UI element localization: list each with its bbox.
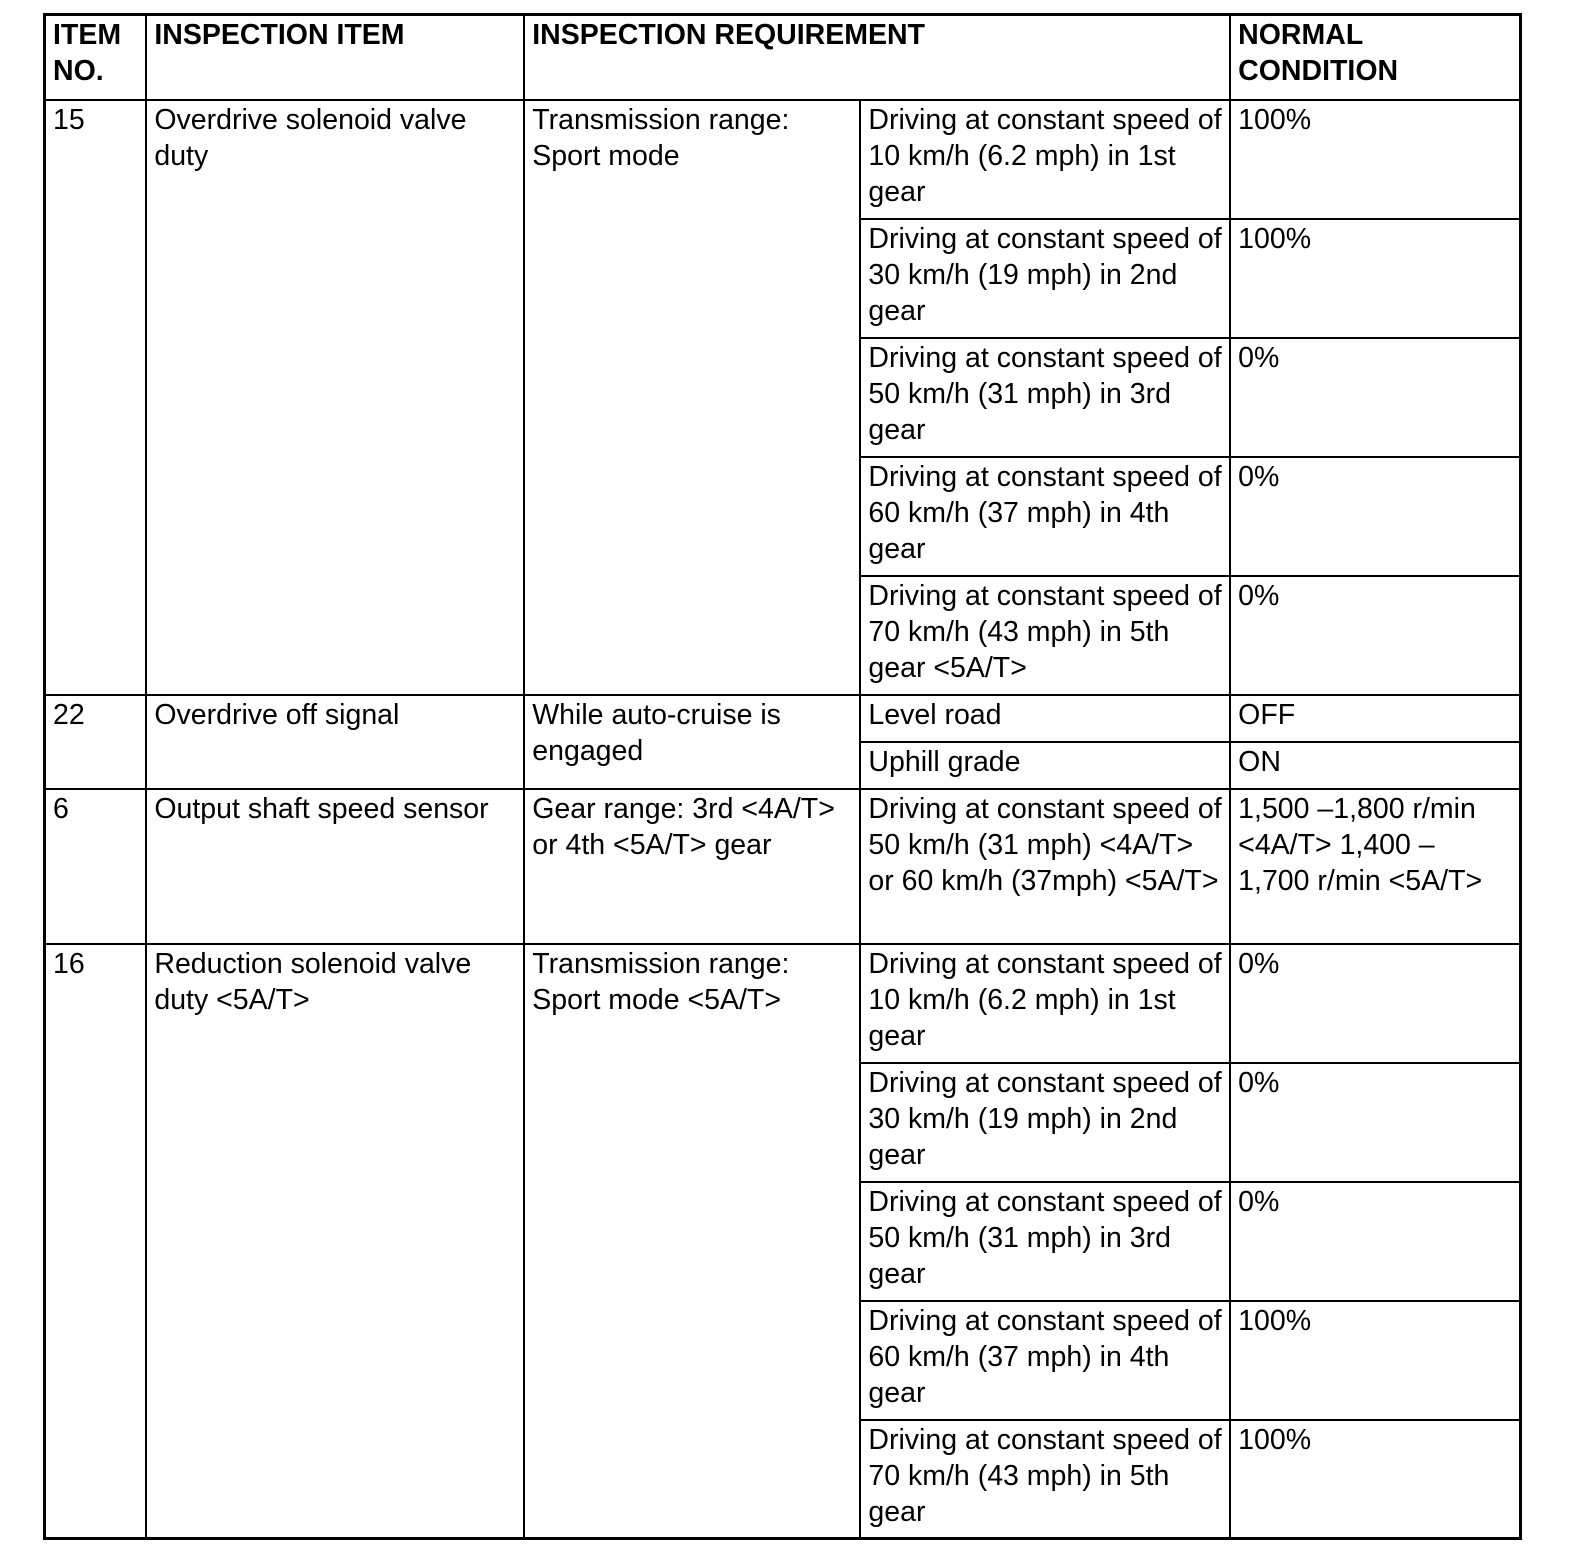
- header-normal-condition: NORMAL CONDITION: [1230, 15, 1520, 100]
- normal-condition-cell: 0%: [1230, 576, 1520, 695]
- item-no-cell: 15: [45, 100, 147, 695]
- normal-condition-cell: 100%: [1230, 1420, 1520, 1539]
- normal-condition-cell: 100%: [1230, 219, 1520, 338]
- normal-condition-cell: 100%: [1230, 1301, 1520, 1420]
- normal-condition-cell: 100%: [1230, 100, 1520, 219]
- condition-cell: Driving at constant speed of 10 km/h (6.2 mph) in 1st gear: [860, 944, 1230, 1063]
- condition-cell: Driving at constant speed of 70 km/h (43 mph) in 5th gear: [860, 1420, 1230, 1539]
- inspection-item-cell: Reduction solenoid valve duty <5A/T>: [146, 944, 524, 1539]
- condition-cell: Driving at constant speed of 10 km/h (6.2 mph) in 1st gear: [860, 100, 1230, 219]
- normal-condition-cell: 0%: [1230, 457, 1520, 576]
- condition-cell: Driving at constant speed of 30 km/h (19 mph) in 2nd gear: [860, 219, 1230, 338]
- condition-cell: Driving at constant speed of 50 km/h (31 mph) in 3rd gear: [860, 1182, 1230, 1301]
- item-no-cell: 22: [45, 695, 147, 789]
- condition-cell: Driving at constant speed of 60 km/h (37 mph) in 4th gear: [860, 1301, 1230, 1420]
- normal-condition-cell: 0%: [1230, 338, 1520, 457]
- inspection-item-cell: Overdrive solenoid valve duty: [146, 100, 524, 695]
- condition-cell: Driving at constant speed of 50 km/h (31 mph) <4A/T> or 60 km/h (37mph) <5A/T>: [860, 789, 1230, 944]
- condition-cell: Uphill grade: [860, 742, 1230, 789]
- requirement-cell: While auto-cruise is engaged: [524, 695, 860, 789]
- normal-condition-cell: 0%: [1230, 944, 1520, 1063]
- table-row: [45, 944, 1521, 1063]
- inspection-item-cell: Output shaft speed sensor: [146, 789, 524, 944]
- item-no-cell: 16: [45, 944, 147, 1539]
- normal-condition-cell: OFF: [1230, 695, 1520, 742]
- table-row: [45, 789, 1521, 944]
- header-item-no: ITEM NO.: [45, 15, 147, 100]
- table-row: [45, 100, 1521, 219]
- item-no-cell: 6: [45, 789, 147, 944]
- inspection-table: [43, 13, 1522, 1540]
- condition-cell: Level road: [860, 695, 1230, 742]
- header-inspection-requirement: INSPECTION REQUIREMENT: [524, 15, 1230, 100]
- normal-condition-cell: 1,500 –1,800 r/min <4A/T> 1,400 – 1,700 r/min <5A/T>: [1230, 789, 1520, 944]
- inspection-item-cell: Overdrive off signal: [146, 695, 524, 789]
- condition-cell: Driving at constant speed of 70 km/h (43 mph) in 5th gear <5A/T>: [860, 576, 1230, 695]
- condition-cell: Driving at constant speed of 50 km/h (31 mph) in 3rd gear: [860, 338, 1230, 457]
- header-row: [45, 15, 1521, 100]
- header-inspection-item: INSPECTION ITEM: [146, 15, 524, 100]
- requirement-cell: Transmission range: Sport mode <5A/T>: [524, 944, 860, 1539]
- normal-condition-cell: 0%: [1230, 1063, 1520, 1182]
- requirement-cell: Gear range: 3rd <4A/T> or 4th <5A/T> gear: [524, 789, 860, 944]
- condition-cell: Driving at constant speed of 30 km/h (19 mph) in 2nd gear: [860, 1063, 1230, 1182]
- requirement-cell: Transmission range: Sport mode: [524, 100, 860, 695]
- table-row: [45, 695, 1521, 742]
- normal-condition-cell: ON: [1230, 742, 1520, 789]
- condition-cell: Driving at constant speed of 60 km/h (37 mph) in 4th gear: [860, 457, 1230, 576]
- normal-condition-cell: 0%: [1230, 1182, 1520, 1301]
